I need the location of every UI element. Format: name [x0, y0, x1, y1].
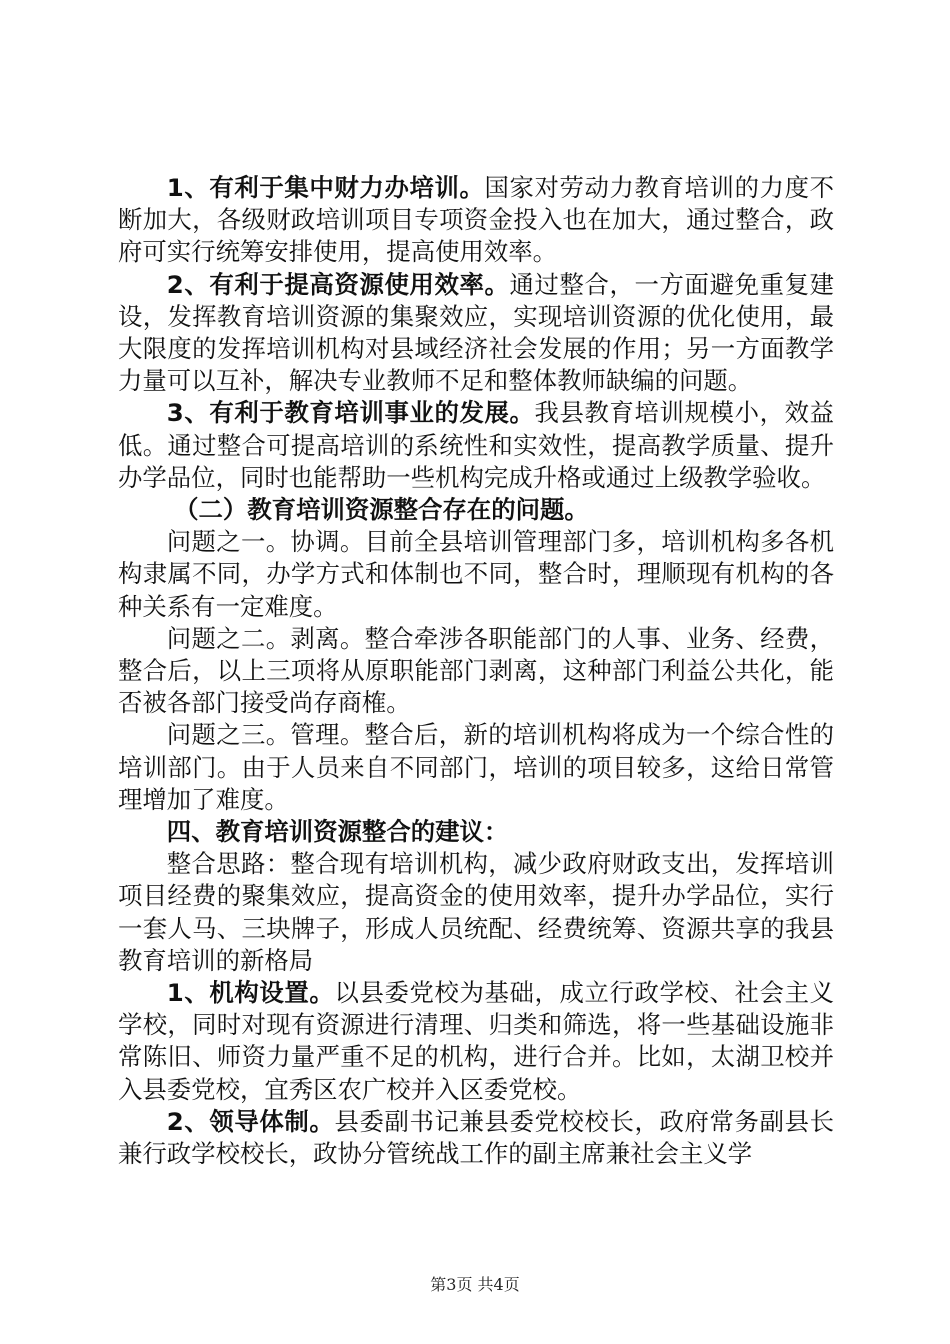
page-number-footer: 第3页 共4页 [430, 1275, 520, 1294]
paragraph-lead: 3、有利于教育培训事业的发展。 [166, 398, 535, 428]
paragraph-text: 通过整合，一方面避免重复建设，发挥教育培训资源的集聚效应，实现培训资源的优化使用，最大限度的发挥培训机构对县域经济社会发展的作用；另一方面教学力量可以互补，解决专业教师不足和整体教师缺编的问题。 [118, 269, 834, 396]
section-heading-problems: （二）教育培训资源整合存在的问题。 [174, 495, 589, 525]
paragraph-benefit-1 [118, 172, 834, 269]
paragraph-benefit-2 [118, 269, 834, 398]
paragraph-problem-3: 问题之三。管理。整合后，新的培训机构将成为一个综合性的培训部门。由于人员来自不同部门，培训的项目较多，这给日常管理增加了难度。 [118, 720, 834, 814]
paragraph-text: 我县教育培训规模小，效益低。通过整合可提高培训的系统性和实效性，提高教学质量、提升办学品位，同时也能帮助一些机构完成升格或通过上级教学验收。 [118, 398, 834, 492]
paragraph-lead: 1、有利于集中财力办培训。 [166, 173, 485, 202]
paragraph-text: 以县委党校为基础，成立行政学校、社会主义学校，同时对现有资源进行清理、归类和筛选，将一些基础设施非常陈旧、师资力量严重不足的机构，进行合并。比如，太湖卫校并入县委党校，宜秀区农广校并入区委党校。 [118, 978, 834, 1104]
paragraph-text: 县委副书记兼县委党校校长，政府常务副县长兼行政学校校长，政协分管统战工作的副主席兼社会主义学 [118, 1106, 834, 1169]
paragraph-approach: 整合思路：整合现有培训机构，减少政府财政支出，发挥培训项目经费的聚集效应，提高资金的使用效率，提升办学品位，实行一套人马、三块牌子，形成人员统配、经费统筹、资源共享的我县教育培训的新格局 [118, 849, 834, 975]
paragraph-suggestion-1 [118, 977, 834, 1106]
paragraph-benefit-3 [118, 397, 834, 494]
paragraph-problem-1: 问题之一。协调。目前全县培训管理部门多，培训机构多各机构隶属不同，办学方式和体制也不同，整合时，理顺现有机构的各种关系有一定难度。 [118, 527, 834, 621]
document-body [118, 172, 834, 1170]
paragraph-suggestion-2 [118, 1106, 834, 1170]
paragraph-text: 国家对劳动力教育培训的力度不断加大，各级财政培训项目专项资金投入也在加大，通过整合，政府可实行统筹安排使用，提高使用效率。 [118, 173, 834, 267]
paragraph-lead: 2、领导体制。 [166, 1106, 335, 1136]
paragraph-lead: 1、机构设置。 [166, 978, 335, 1008]
paragraph-problem-2: 问题之二。剥离。整合牵涉各职能部门的人事、业务、经费，整合后，以上三项将从原职能部门剥离，这种部门利益公共化，能否被各部门接受尚存商榷。 [118, 623, 834, 718]
paragraph-lead: 2、有利于提高资源使用效率。 [166, 269, 510, 299]
section-heading-suggestions: 四、教育培训资源整合的建议： [166, 817, 509, 847]
